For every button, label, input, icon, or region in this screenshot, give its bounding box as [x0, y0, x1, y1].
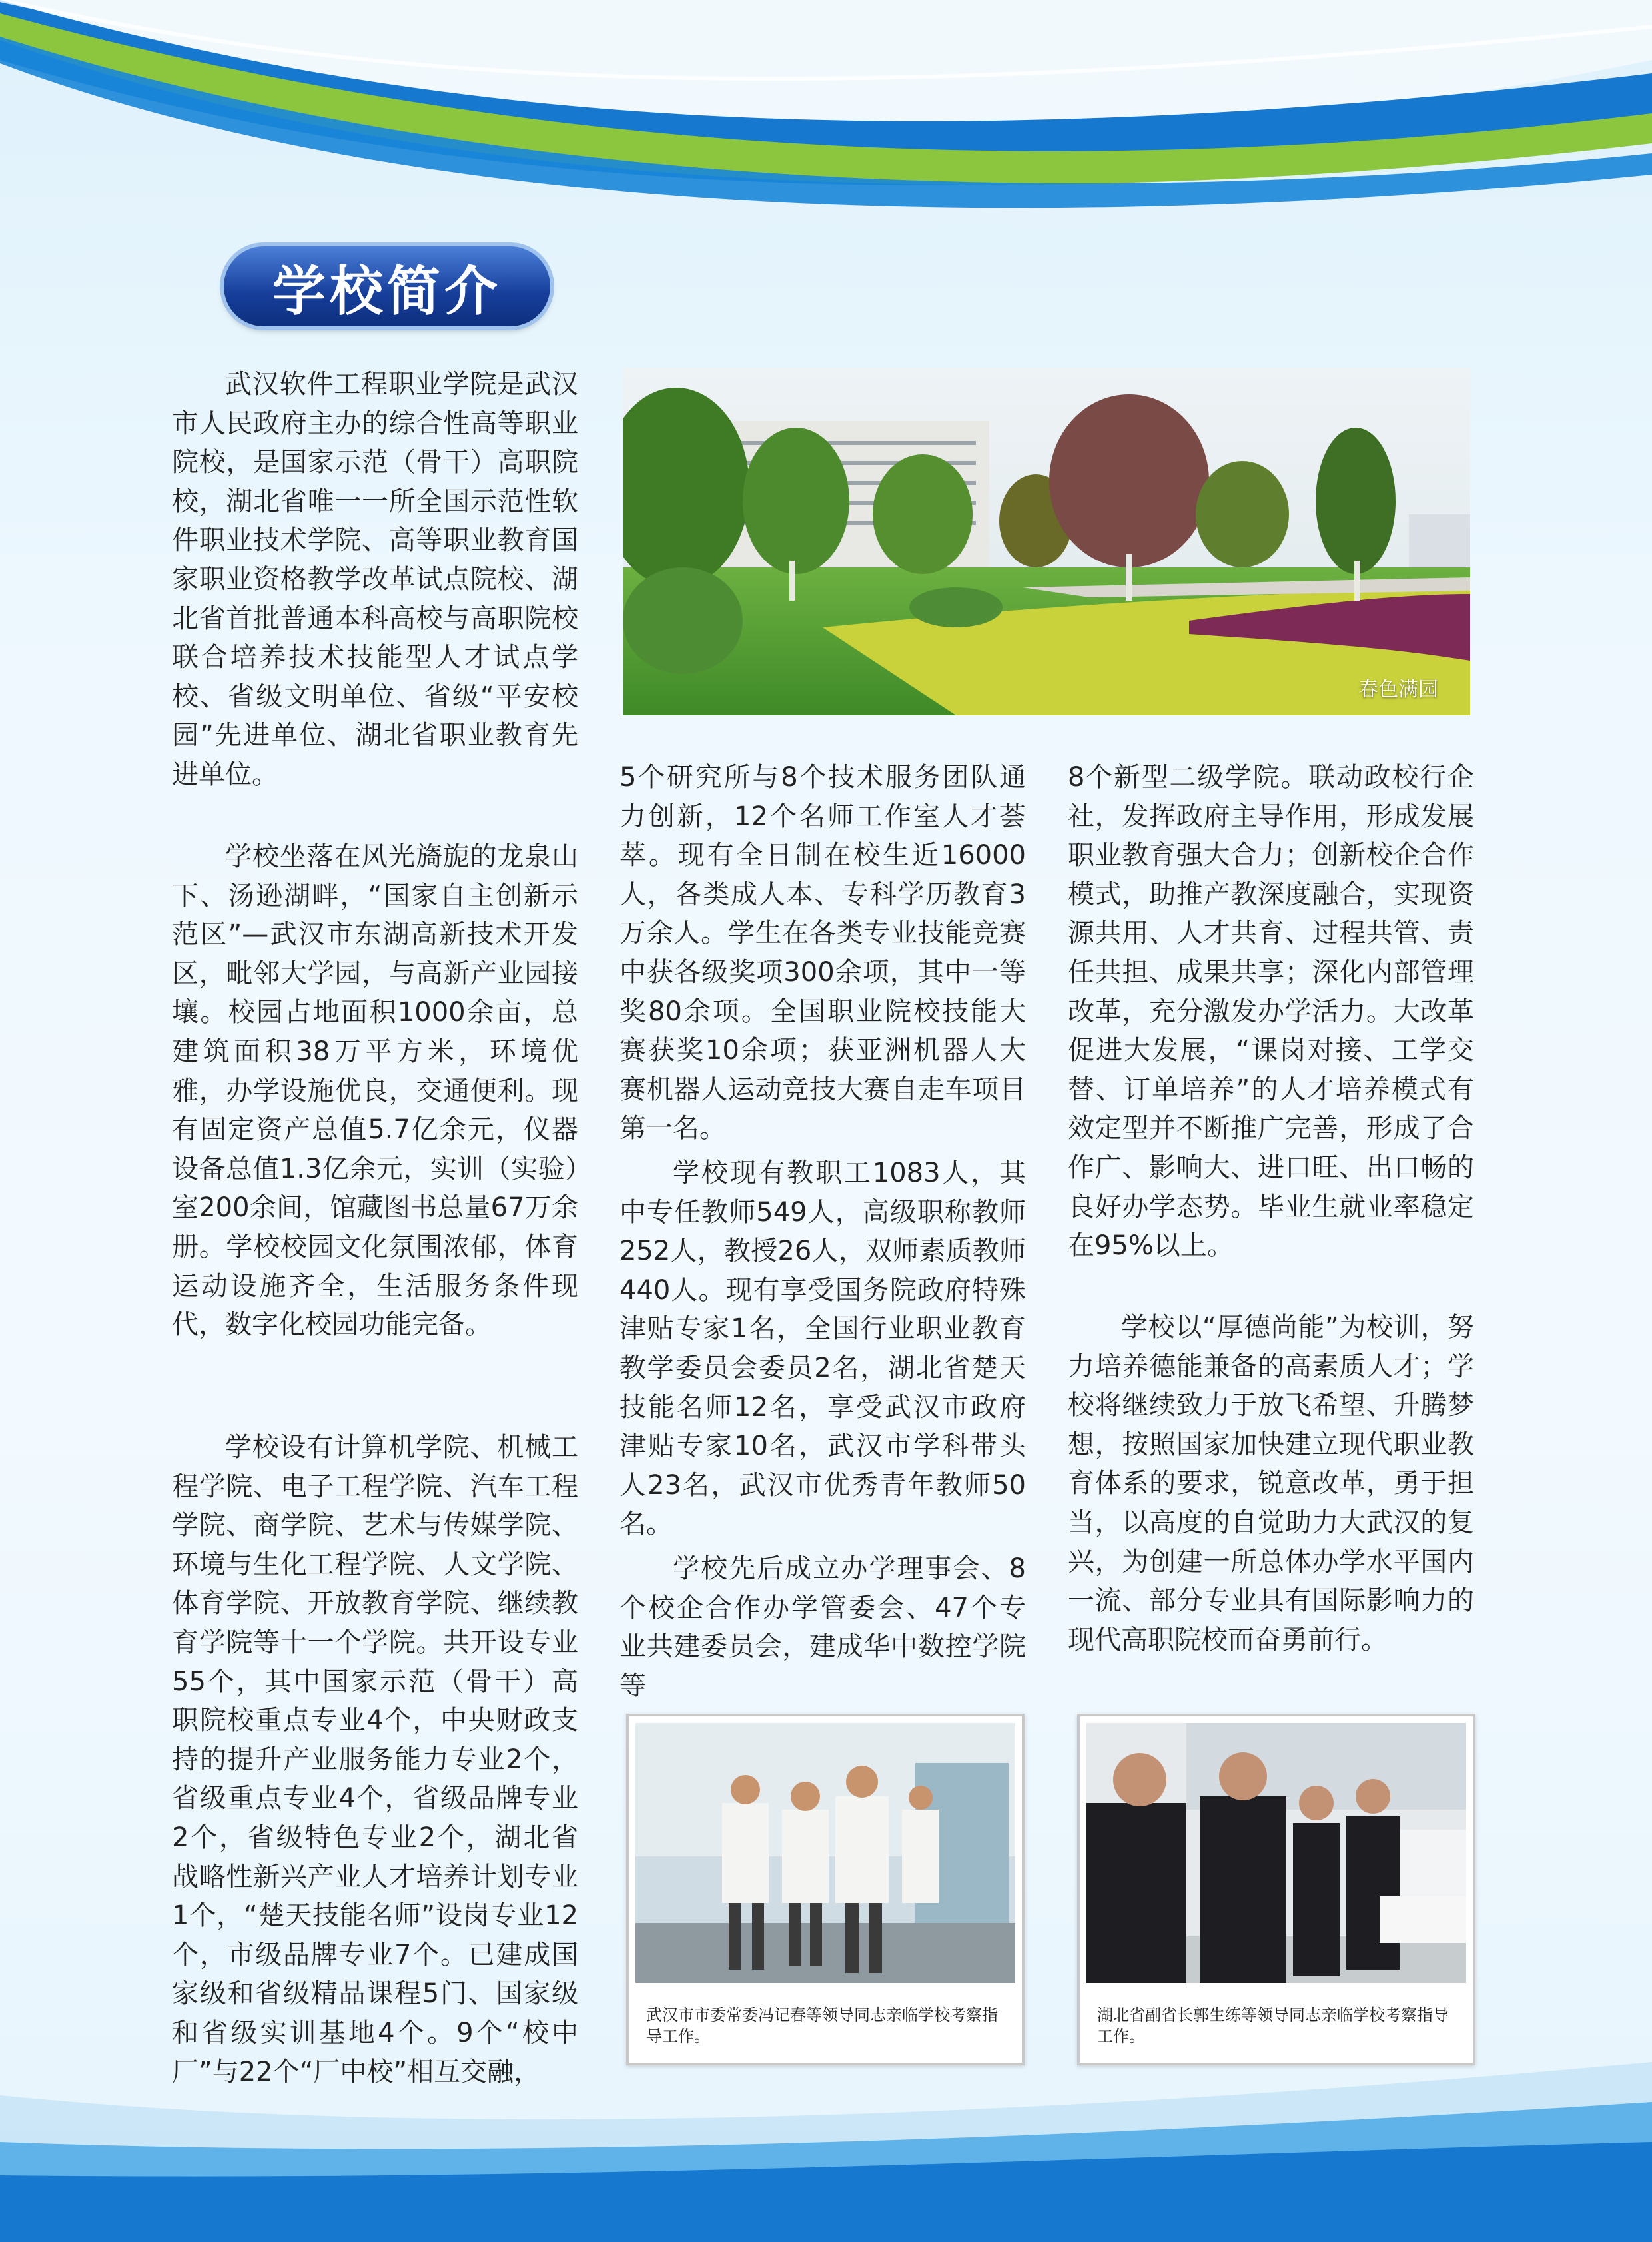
- page-title: 学校简介: [224, 246, 550, 326]
- middle-paragraph-2: 学校现有教职工1083人，其中专任教师549人，高级职称教师252人，教授26人，双师素质教师440人。现有享受国务院政府特殊津贴专家1名，全国行业职业教育教学委员会委员2名，湖北省楚天技能名师12名，享受武汉市政府津贴专家10名，武汉市学科带头人23名，武汉市优秀青年教师50名。: [620, 1158, 1026, 1540]
- right-paragraph-1: 8个新型二级学院。联动政校行企社，发挥政府主导作用，形成发展职业教育强大合力；创新校企合作模式，助推产教深度融合，实现资源共用、人才共育、过程共管、责任共担、成果共享；深化内部管理改革，充分激发办学活力。大改革促进大发展，“课岗对接、工学交替、订单培养”的人才培养模式有效定型并不断推广完善，形成了合作广、影响大、进口旺、出口畅的良好办学态势。毕业生就业率稳定在95%以上。: [1068, 762, 1474, 1262]
- intro-paragraph-3: 学校设有计算机学院、机械工程学院、电子工程学院、汽车工程学院、商学院、艺术与传媒学院、环境与生化工程学院、人文学院、体育学院、开放教育学院、继续教育学院等十一个学院。共开设专业55个，其中国家示范（骨干）高职院校重点专业4个，中央财政支持的提升产业服务能力专业2个，省级重点专业4个，省级品牌专业2个，省级特色专业2个，湖北省战略性新兴产业人才培养计划专业1个，“楚天技能名师”设岗专业12个，市级品牌专业7个。已建成国家级和省级精品课程5门、国家级和省级实训基地4个。9个“校中厂”与22个“厂中校”相互交融，: [172, 1432, 578, 2087]
- footer-swoosh-decoration: [0, 2042, 1652, 2242]
- intro-paragraph-2: 学校坐落在风光旖旎的龙泉山下、汤逊湖畔，“国家自主创新示范区”—武汉市东湖高新技术开发区，毗邻大学园，与高新产业园接壤。校园占地面积1000余亩，总建筑面积38万平方米，环境优雅，办学设施优良，交通便利。现有固定资产总值5.7亿余元，仪器设备总值1.3亿余元，实训（实验）室200余间，馆藏图书总量67万余册。学校校园文化氛围浓郁，体育运动设施齐全，生活服务条件现代，数字化校园功能完备。: [172, 841, 578, 1341]
- campus-photo: [623, 368, 1470, 715]
- campus-photo-caption: 春色满园: [1358, 678, 1438, 701]
- visit-photo-2: [1086, 1723, 1466, 1983]
- intro-paragraph-1: 武汉软件工程职业学院是武汉市人民政府主办的综合性高等职业院校，是国家示范（骨干）高职院校，湖北省唯一一所全国示范性软件职业技术学院、高等职业教育国家职业资格教学改革试点院校、湖北省首批普通本科高校与高职院校联合培养技术技能型人才试点学校、省级文明单位、省级“平安校园”先进单位、湖北省职业教育先进单位。: [172, 369, 578, 790]
- right-paragraph-2: 学校以“厚德尚能”为校训，努力培养德能兼备的高素质人才；学校将继续致力于放飞希望、升腾梦想，按照国家加快建立现代职业教育体系的要求，锐意改革，勇于担当，以高度的自觉助力大武汉的复兴，为创建一所总体办学水平国内一流、部分专业具有国际影响力的现代高职院校而奋勇前行。: [1068, 1312, 1474, 1655]
- visit-photo-2-caption: 湖北省副省长郭生练等领导同志亲临学校考察指导工作。: [1097, 2006, 1449, 2046]
- header-swoosh-decoration: [0, 0, 1652, 253]
- visit-photo-1-caption: 武汉市市委常委冯记春等领导同志亲临学校考察指导工作。: [646, 2006, 998, 2046]
- visit-photo-1: [635, 1723, 1015, 1983]
- visit-photo-2-frame: [1077, 1714, 1475, 2065]
- middle-paragraph-1: 5个研究所与8个技术服务团队通力创新，12个名师工作室人才荟萃。现有全日制在校生近16000人，各类成人本、专科学历教育3万余人。学生在各类专业技能竞赛中获各级奖项300余项，其中一等奖80余项。全国职业院校技能大赛获奖10余项；获亚洲机器人大赛机器人运动竞技大赛自走车项目第一名。: [620, 762, 1026, 1144]
- middle-paragraph-3: 学校先后成立办学理事会、8个校企合作办学管委会、47个专业共建委员会，建成华中数控学院等: [620, 1553, 1026, 1701]
- visit-photo-1-frame: [626, 1714, 1025, 2065]
